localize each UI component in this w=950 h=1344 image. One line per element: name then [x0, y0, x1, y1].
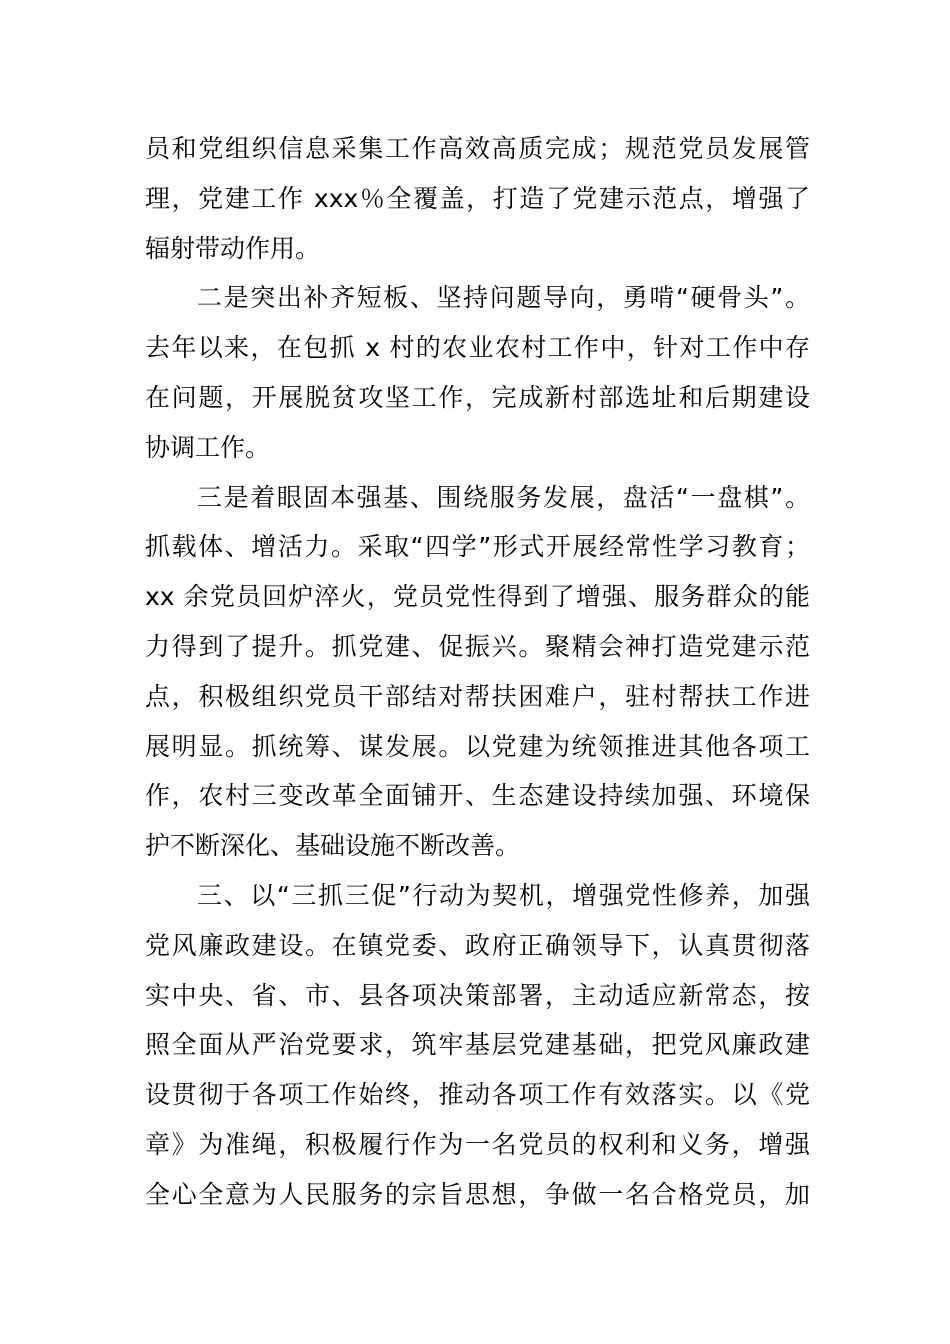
text-line: 护不断深化、基础设施不断改善。 [145, 831, 521, 861]
paragraph-shortcomings [145, 273, 810, 472]
text-line: 理，党建工作 xxx％全覆盖，打造了党建示范点，增强了 [145, 183, 810, 213]
text-line: 在问题，开展脱贫攻坚工作，完成新村部选址和后期建设 [145, 382, 810, 412]
text-line: 力得到了提升。抓党建、促振兴。聚精会神打造党建示范 [145, 631, 810, 661]
text-line: 作，农村三变改革全面铺开、生态建设持续加强、环境保 [145, 781, 810, 811]
text-line: xx 余党员回炉淬火，党员党性得到了增强、服务群众的能 [145, 582, 810, 612]
text-line: 去年以来，在包抓 x 村的农业农村工作中，针对工作中存 [145, 333, 810, 363]
text-line: 二是突出补齐短板、坚持问题导向，勇啃“硬骨头”。 [197, 283, 810, 313]
text-line: 照全面从严治党要求，筑牢基层党建基础，把党风廉政建 [145, 1030, 810, 1060]
text-line: 抓载体、增活力。采取“四学”形式开展经常性学习教育； [145, 532, 810, 562]
text-line: 三、以“三抓三促”行动为契机，增强党性修养，加强 [197, 880, 810, 910]
text-line: 点，积极组织党员干部结对帮扶困难户，驻村帮扶工作进 [145, 681, 810, 711]
text-line: 党风廉政建设。在镇党委、政府正确领导下，认真贯彻落 [145, 930, 810, 960]
text-line: 设贯彻于各项工作始终，推动各项工作有效落实。以《党 [145, 1080, 810, 1110]
text-line: 三是着眼固本强基、围绕服务发展，盘活“一盘棋”。 [197, 482, 810, 512]
text-line: 展明显。抓统筹、谋发展。以党建为统领推进其他各项工 [145, 731, 810, 761]
text-line: 全心全意为人民服务的宗旨思想，争做一名合格党员，加 [145, 1179, 810, 1209]
text-line: 员和党组织信息采集工作高效高质完成；规范党员发展管 [145, 134, 810, 163]
text-line: 实中央、省、市、县各项决策部署，主动适应新常态，按 [145, 980, 810, 1010]
paragraph-party-discipline [145, 871, 810, 1220]
paragraph-info-collection [145, 124, 810, 273]
text-line: 协调工作。 [145, 432, 271, 462]
text-line: 章》为准绳，积极履行作为一名党员的权利和义务，增强 [145, 1129, 810, 1159]
body-text [145, 124, 810, 1220]
paragraph-foundation [145, 473, 810, 871]
text-line: 辐射带动作用。 [145, 233, 321, 263]
